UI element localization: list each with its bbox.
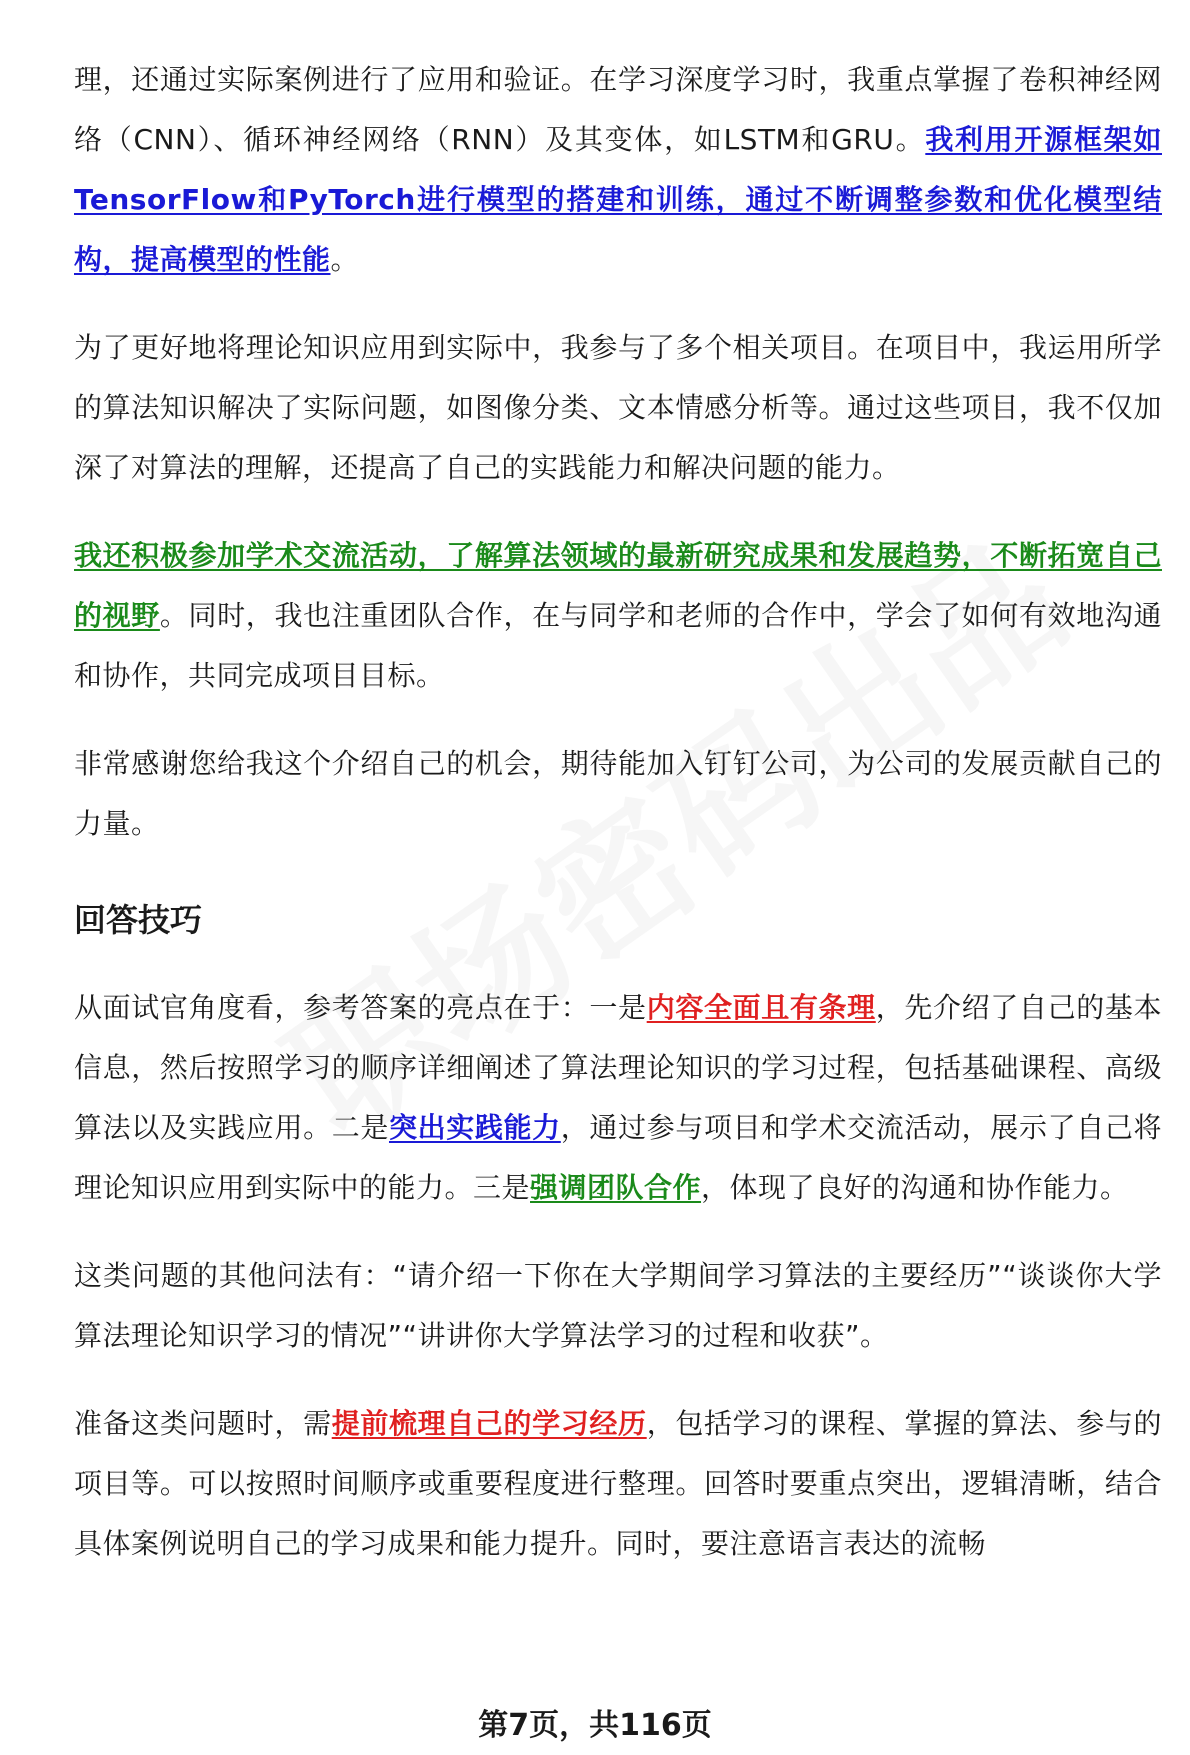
- text-segment: 。同时，我也注重团队合作，在与同学和老师的合作中，学会了如何有效地沟通和协作，共同完成项目目标。: [74, 599, 1162, 692]
- highlighted-text: 我还积极参加学术交流活动，了解算法领域的最新研究成果和发展趋势，不断拓宽自己的视野: [74, 539, 1162, 632]
- highlighted-text: 强调团队合作: [530, 1171, 702, 1204]
- highlighted-text: 内容全面且有条理: [646, 991, 876, 1024]
- paragraph: [74, 318, 1162, 498]
- highlighted-text: 提前梳理自己的学习经历: [331, 1407, 647, 1440]
- text-segment: ，体现了良好的沟通和协作能力。: [701, 1171, 1129, 1204]
- text-segment: 为了更好地将理论知识应用到实际中，我参与了多个相关项目。在项目中，我运用所学的算法知识解决了实际问题，如图像分类、文本情感分析等。通过这些项目，我不仅加深了对算法的理解，还提高了自己的实践能力和解决问题的能力。: [74, 331, 1162, 484]
- paragraph: [74, 1394, 1162, 1574]
- page-number: 第7页，共116页: [478, 1708, 712, 1743]
- document-body: [74, 50, 1162, 1602]
- paragraph: [74, 978, 1162, 1218]
- answer-paragraphs: [74, 50, 1162, 854]
- paragraph: [74, 1246, 1162, 1366]
- text-segment: ，先介绍了自己的基本信息，然后按照学习的顺序详细阐述了算法理论知识的学习过程，包括基础课程、高级算法以及实践应用。二是: [74, 991, 1162, 1144]
- text-segment: 准备这类问题时，需: [74, 1407, 332, 1440]
- text-segment: ，通过参与项目和学术交流活动，展示了自己将理论知识应用到实际中的能力。三是: [74, 1111, 1162, 1204]
- paragraph: [74, 526, 1162, 706]
- paragraph: [74, 50, 1162, 290]
- text-segment: 。: [330, 243, 360, 276]
- text-segment: 从面试官角度看，参考答案的亮点在于：一是: [74, 991, 647, 1024]
- tips-paragraphs: [74, 978, 1162, 1574]
- text-segment: ，包括学习的课程、掌握的算法、参与的项目等。可以按照时间顺序或重要程度进行整理。回答时要重点突出，逻辑清晰，结合具体案例说明自己的学习成果和能力提升。同时，要注意语言表达的流畅: [74, 1407, 1162, 1560]
- text-segment: 这类问题的其他问法有：“请介绍一下你在大学期间学习算法的主要经历”“谈谈你大学算法理论知识学习的情况”“讲讲你大学算法学习的过程和收获”。: [74, 1259, 1162, 1352]
- highlighted-text: 突出实践能力: [388, 1111, 561, 1144]
- text-segment: 非常感谢您给我这个介绍自己的机会，期待能加入钉钉公司，为公司的发展贡献自己的力量。: [74, 747, 1162, 840]
- highlighted-text: 我利用开源框架如TensorFlow和PyTorch进行模型的搭建和训练，通过不断调整参数和优化模型结构，提高模型的性能: [74, 123, 1162, 276]
- section-heading: 回答技巧: [74, 901, 203, 939]
- text-segment: 理，还通过实际案例进行了应用和验证。在学习深度学习时，我重点掌握了卷积神经网络（CNN）、循环神经网络（RNN）及其变体，如LSTM和GRU。: [74, 63, 1162, 156]
- paragraph: [74, 734, 1162, 854]
